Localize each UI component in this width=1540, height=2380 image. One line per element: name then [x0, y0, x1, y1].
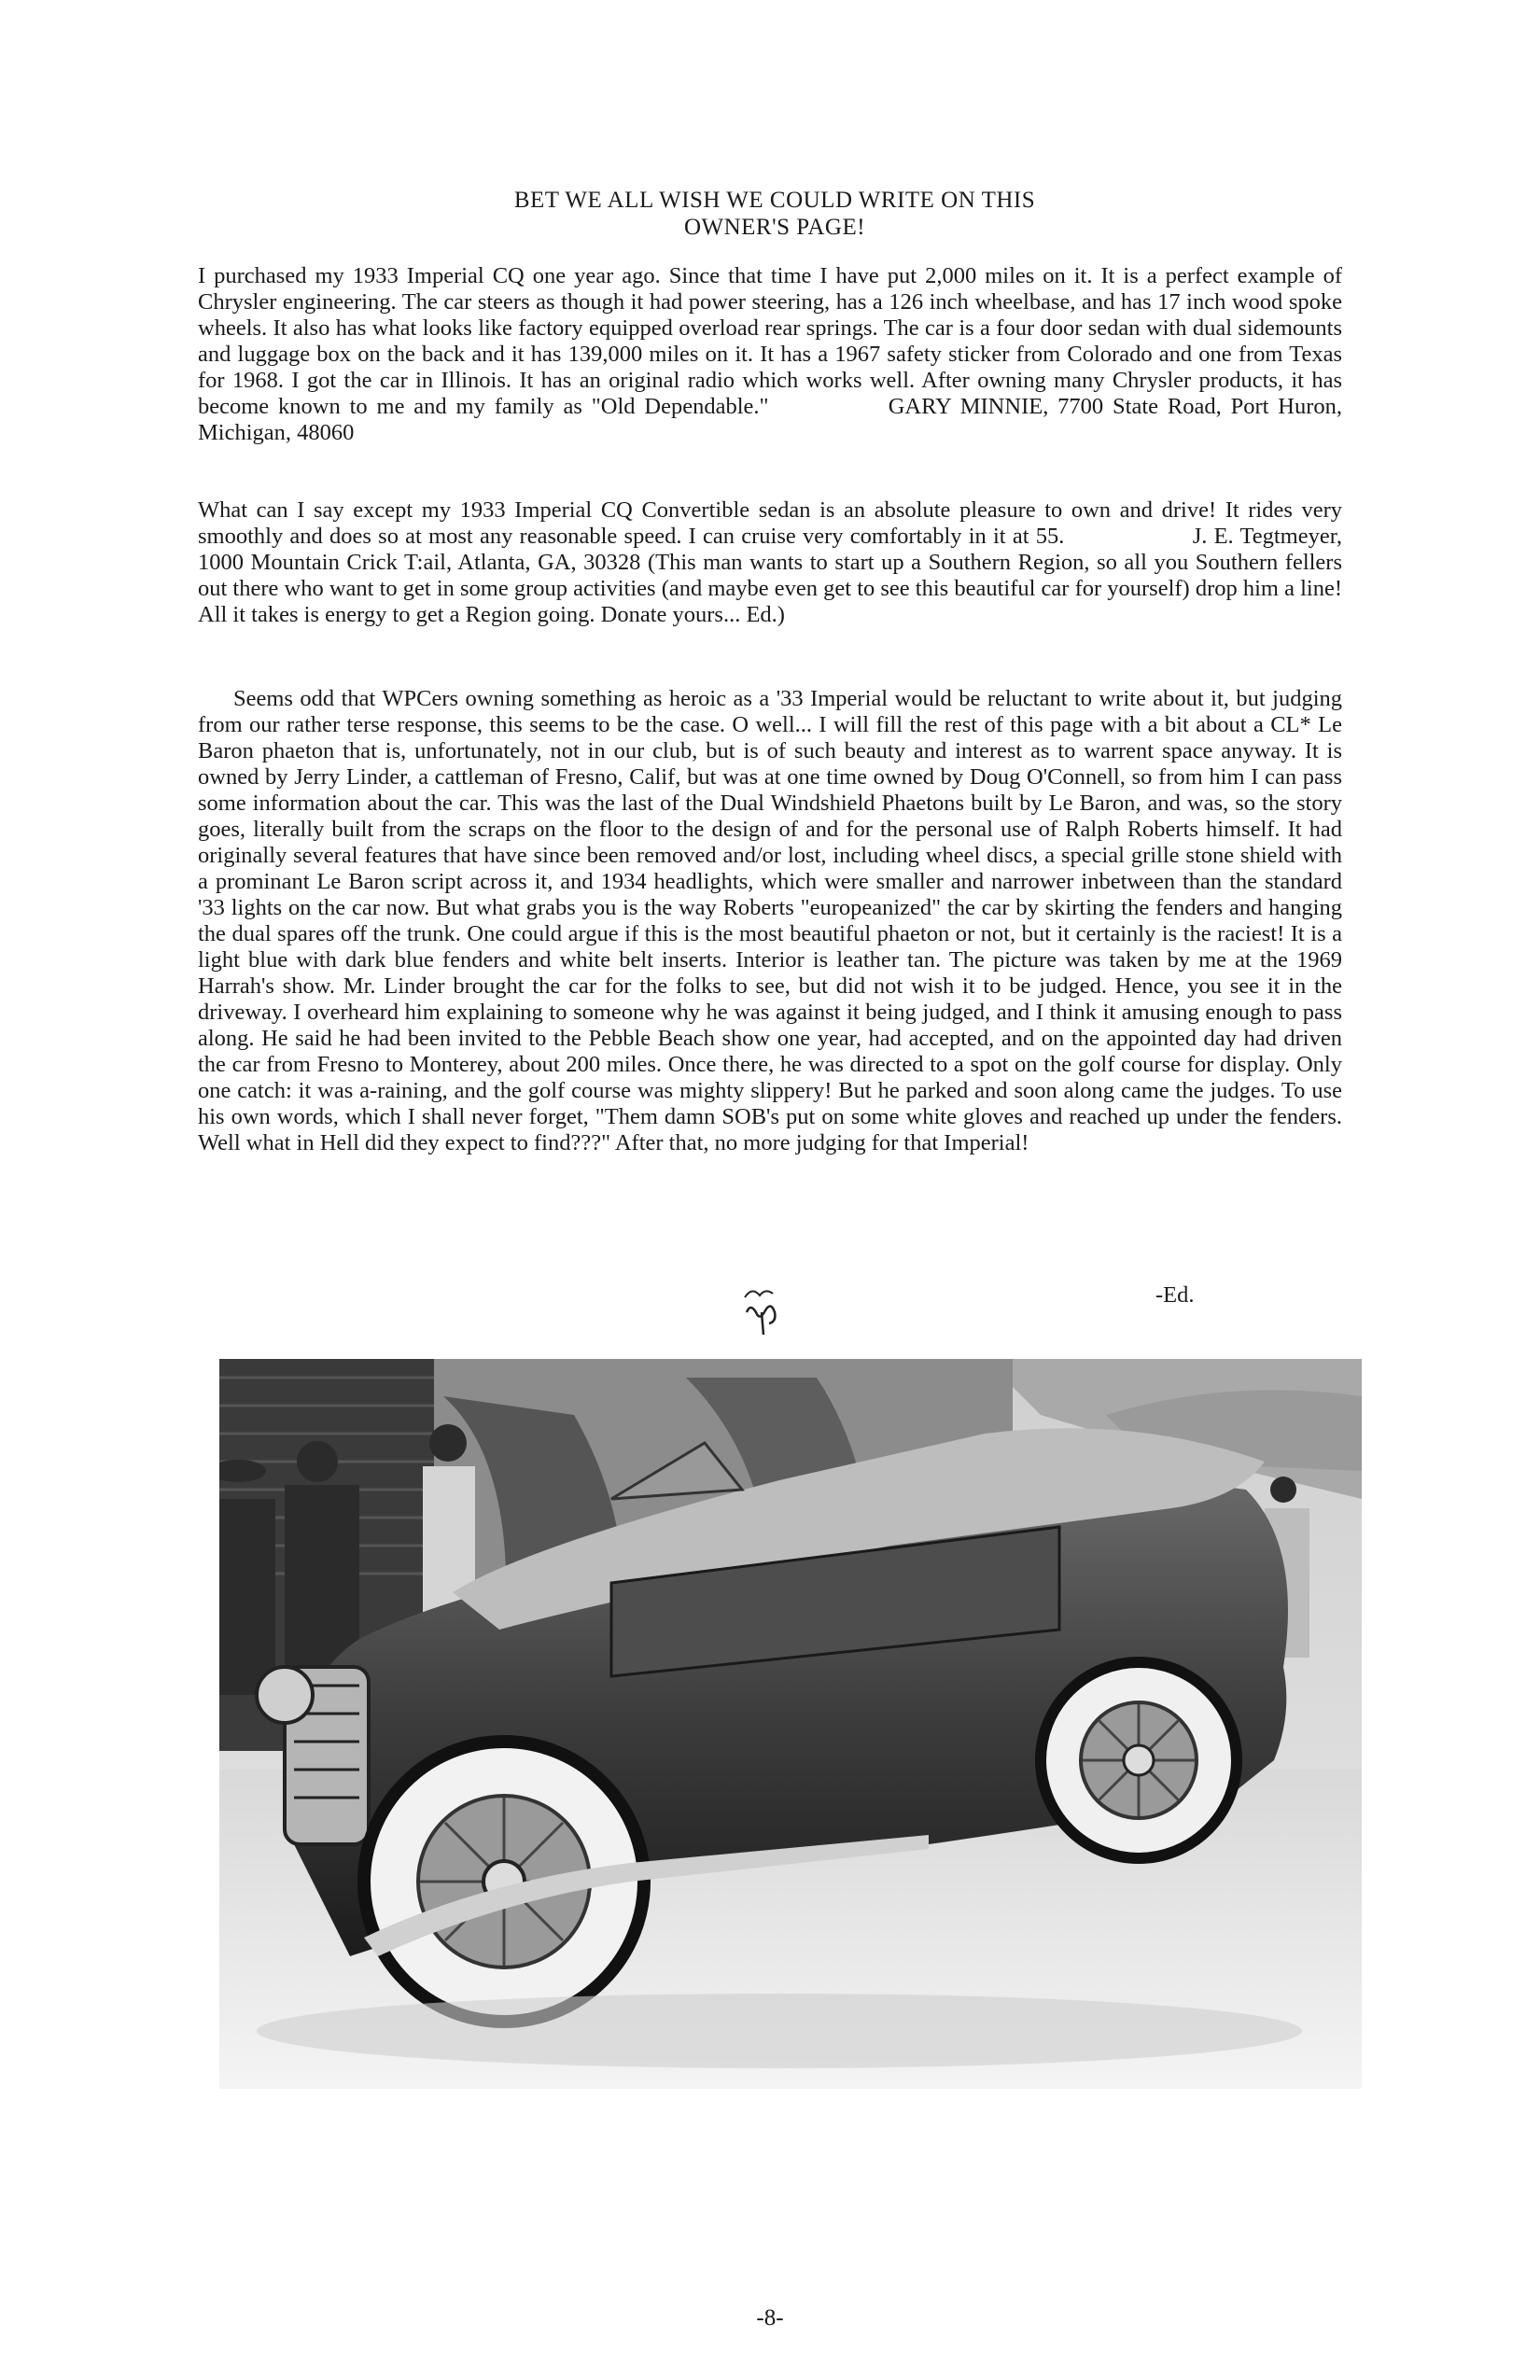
editor-initials-mark [741, 1284, 784, 1338]
editor-sign-off: -Ed. [1155, 1282, 1195, 1308]
heading-line-1: BET WE ALL WISH WE COULD WRITE ON THIS [513, 188, 1036, 213]
heading-line-2: OWNER'S PAGE! [683, 215, 866, 240]
editorial-body: Seems odd that WPCers owning something as heroic as a '33 Imperial would be reluctant to write about it, but judging from our rather terse response, this seems to be the case. O well... I will fill the rest of this page with a bit about a CL* Le Baron phaeton that is, unfortunately, not in our club, but is of such beauty and interest as to warrent space anyway. It is owned by Jerry Linder, a cattleman of Fresno, Calif, but was at one time owned by Doug O'Connell, so from him I can pass some information about the car. This was the last of the Dual Windshield Phaetons built by Le Baron, and was, so the story goes, literally built from the scraps on the floor to the design of and for the personal use of Ralph Roberts himself. It had originally several features that have since been removed and/or lost, including wheel discs, a special grille stone shield with a prominant Le Baron script across it, and 1934 headlights, which were smaller and narrower inbetween than the standard '33 lights on the car now. But what grabs you is the way Roberts "europeanized" the car by skirting the fenders and hanging the dual spares off the trunk. One could argue if this is the most beautiful phaeton or not, but it certainly is the raciest! It is a light blue with dark blue fenders and white belt inserts. Interior is leather tan. The picture was taken by me at the 1969 Harrah's show. Mr. Linder brought the car for the folks to see, but did not wish it to be judged. Hence, you see it in the driveway. I overheard him explaining to someone why he was against it being judged, and I think it amusing enough to pass along. He said he had been invited to the Pebble Beach show one year, had accepted, and on the appointed day had driven the car from Fresno to Monterey, about 200 miles. Once there, he was directed to a spot on the golf course for display. Only one catch: it was a-raining, and the golf course was mighty slippery! But he parked and soon along came the judges. To use his own words, which I shall never forget, "Them damn SOB's put on some white gloves and reached up under the fenders. Well what in Hell did they expect to find???" After that, no more judging for that Imperial! [198, 686, 1342, 1155]
editor-note: (This man wants to start up a Southern Region, so all you Southern fellers out there who want to get in some group activities (and maybe even get to see this beautiful car for yourself) drop him a line! All it takes is energy to get a Region going. Donate yours... Ed.) [198, 550, 1343, 627]
page-heading [373, 187, 1176, 241]
letter-body: What can I say except my 1933 Imperial CQ Convertible sedan is an absolute pleasure to own and drive! It rides very smoothly and does so at most any reasonable speed. I can cruise very comfortably in it at 55. [198, 497, 1342, 549]
owner-letter-tegtmeyer [198, 497, 1342, 628]
phaeton-photo-rendering [219, 1359, 1362, 2089]
owner-letter-minnie [198, 263, 1342, 446]
editorial-article [198, 686, 1342, 1156]
page-number: -8- [756, 2305, 784, 2331]
letter-signature: GARY MINNIE, 7700 State Road, Port Huron, Michigan, 48060 [198, 394, 1343, 445]
car-photograph [219, 1359, 1362, 2089]
letter-signature: J. E. Tegtmeyer, 1000 Mountain Crick T:ail, Atlanta, GA, 30328 [198, 524, 1342, 575]
letter-body: I purchased my 1933 Imperial CQ one year ago. Since that time I have put 2,000 miles on it. It is a perfect example of Chrysler engineering. The car steers as though it had power steering, has a 126 inch wheelbase, and has 17 inch wood spoke wheels. It also has what looks like factory equipped overload rear springs. The car is a four door sedan with dual sidemounts and luggage box on the back and it has 139,000 miles on it. It has a 1967 safety sticker from Colorado and one from Texas for 1968. I got the car in Illinois. It has an original radio which works well. After owning many Chrysler products, it has become known to me and my family as "Old Dependable." [198, 263, 1342, 419]
